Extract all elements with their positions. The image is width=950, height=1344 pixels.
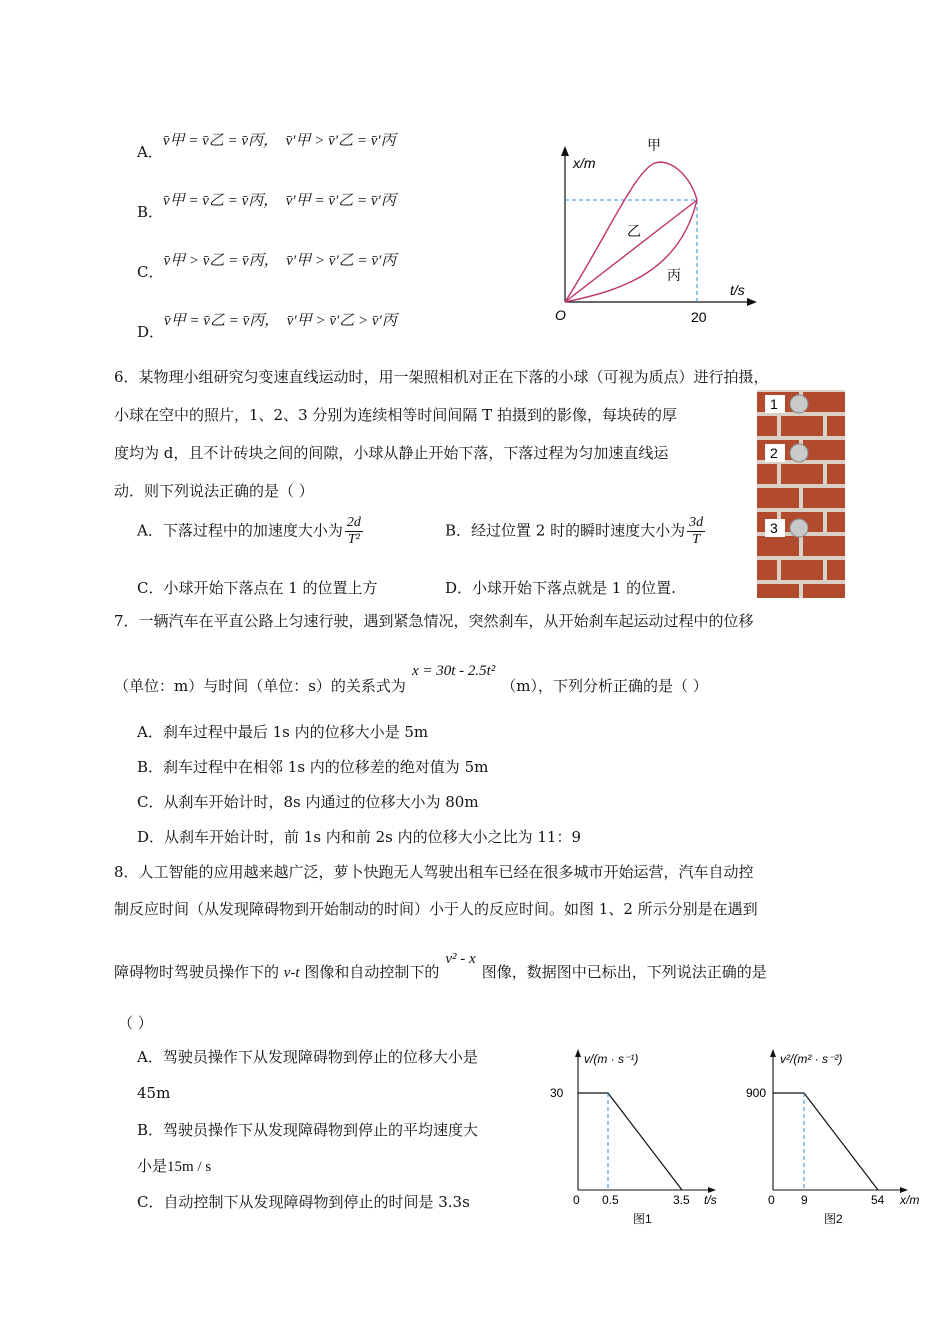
q7-option-c: C．从刹车开始计时，8s 内通过的位移大小为 80m (137, 793, 479, 811)
ball-1 (790, 395, 808, 413)
q8-fig1-vt-graph (540, 1045, 730, 1230)
q8-option-a-line2: 45m (137, 1084, 171, 1102)
x-axis-arrow (747, 298, 757, 306)
q5-option-d: D．v̄甲 = v̄乙 = v̄丙， v̄′甲 > v̄′乙 > v̄′丙 (137, 313, 397, 341)
q8-fig2-v2x-graph (740, 1045, 940, 1230)
q5-label-jia: 甲 (647, 137, 661, 153)
photo-label-2: 2 (770, 445, 778, 461)
q5-option-c-expr: v̄甲 > v̄乙 = v̄丙， v̄′甲 > v̄′乙 = v̄′丙 (163, 253, 397, 269)
q5-option-b-expr: v̄甲 = v̄乙 = v̄丙， v̄′甲 = v̄′乙 = v̄′丙 (163, 193, 396, 209)
q5-label-bing: 丙 (667, 267, 681, 283)
q7-option-a: A．刹车过程中最后 1s 内的位移大小是 5m (137, 723, 429, 741)
fig1-xtick-1: 0.5 (602, 1193, 619, 1207)
fig1-xtick-2: 3.5 (673, 1193, 690, 1207)
q8-line-4: （ ） (118, 1014, 153, 1032)
q5-label-yi: 乙 (627, 223, 641, 239)
q5-xlabel: t/s (730, 282, 745, 298)
fig2-xtick-2: 54 (871, 1193, 885, 1207)
q6-option-d: D．小球开始下落点就是 1 的位置. (445, 579, 676, 597)
fig1-caption: 图1 (633, 1212, 652, 1226)
q6-option-c: C．小球开始下落点在 1 的位置上方 (137, 579, 378, 597)
q5-ylabel: x/m (573, 155, 596, 171)
q6-option-a-fraction: $\frac{2d}{\text{T²}}$ (346, 515, 361, 547)
q5-option-b: B．v̄甲 = v̄乙 = v̄丙， v̄′甲 = v̄′乙 = v̄′丙 (137, 193, 396, 221)
q7-line-1: 7．一辆汽车在平直公路上匀速行驶，遇到紧急情况，突然刹车，从开始刹车起运动过程中的位移 (114, 612, 754, 630)
ball-3 (790, 519, 808, 537)
ball-2 (790, 444, 808, 462)
fig2-line (773, 1093, 878, 1190)
fig2-xlabel: x/m (900, 1193, 920, 1207)
q8-line-3: 障碍物时驾驶员操作下的 v-t 图像和自动控制下的v² - x图像，数据图中已标出，下列说法正确的是 (114, 951, 767, 981)
photo-label-1: 1 (770, 396, 778, 412)
q5-option-a-expr: v̄甲 = v̄乙 = v̄丙， v̄′甲 > v̄′乙 = v̄′丙 (162, 133, 396, 149)
q7-option-b: B．刹车过程中在相邻 1s 内的位移差的绝对值为 5m (137, 758, 489, 776)
q6-option-a: A．下落过程中的加速度大小为 $\frac{2d}{\text{T²}}$ (137, 515, 361, 547)
q6-option-b-fraction: $\frac{3d}{T}$ (689, 515, 704, 547)
q5-option-c: C．v̄甲 > v̄乙 = v̄丙， v̄′甲 > v̄′乙 = v̄′丙 (137, 253, 397, 281)
fig1-xlabel: t/s (704, 1193, 717, 1207)
q8-v2x-formula: v² - x (445, 951, 476, 967)
q6-line-4: 动．则下列说法正确的是（ ） (114, 482, 314, 500)
q7-formula: x = 30t - 2.5t² (411, 663, 496, 679)
fig1-ylabel: v/(m · s⁻¹) (584, 1052, 639, 1066)
q8-option-b-line2: 小是15m / s (137, 1157, 212, 1175)
q8-line-1: 8．人工智能的应用越来越广泛，萝卜快跑无人驾驶出租车已经在很多城市开始运营，汽车自动控 (114, 863, 754, 881)
q7-line-2: （单位：m）与时间（单位：s）的关系式为x = 30t - 2.5t²（m），下列分析正确的是（ ） (114, 663, 708, 695)
q5-option-a: A．v̄甲 = v̄乙 = v̄丙， v̄′甲 > v̄′乙 = v̄′丙 (137, 133, 396, 161)
q7-option-d: D．从刹车开始计时，前 1s 内和前 2s 内的位移大小之比为 11：9 (137, 828, 581, 846)
q5-xt-graph (545, 130, 770, 330)
fig2-origin: 0 (768, 1193, 775, 1207)
q8-option-c: C．自动控制下从发现障碍物到停止的时间是 3.3s (137, 1193, 470, 1211)
y-axis-arrow (561, 146, 569, 156)
q5-origin: O (555, 307, 566, 323)
fig1-line (578, 1093, 682, 1190)
q6-line-1: 6．某物理小组研究匀变速直线运动时，用一架照相机对正在下落的小球（可视为质点）进行拍摄， (114, 368, 769, 386)
photo-label-3: 3 (770, 520, 778, 536)
q8-option-b-line1: B．驾驶员操作下从发现障碍物到停止的平均速度大 (137, 1121, 479, 1139)
fig1-origin: 0 (573, 1193, 580, 1207)
q5-option-d-expr: v̄甲 = v̄乙 = v̄丙， v̄′甲 > v̄′乙 > v̄′丙 (164, 313, 397, 329)
q5-xtick: 20 (691, 309, 707, 325)
fig2-caption: 图2 (824, 1212, 843, 1226)
q6-line-2: 小球在空中的照片，1、2、3 分别为连续相等时间间隔 T 拍摄到的影像，每块砖的厚 (114, 406, 677, 424)
q8-option-a-line1: A．驾驶员操作下从发现障碍物到停止的位移大小是 (137, 1048, 478, 1066)
fig2-ylabel: v²/(m² · s⁻²) (780, 1052, 843, 1066)
fig2-xtick-1: 9 (801, 1193, 808, 1207)
q8-line-2: 制反应时间（从发现障碍物到开始制动的时间）小于人的反应时间。如图 1、2 所示分别是在遇到 (114, 900, 758, 918)
fig1-ytick: 30 (550, 1086, 564, 1100)
q6-line-3: 度均为 d，且不计砖块之间的间隙，小球从静止开始下落，下落过程为匀加速直线运 (114, 444, 669, 462)
fig2-ytick: 900 (746, 1086, 767, 1100)
line-yi (565, 200, 697, 302)
q6-brick-photo (757, 390, 845, 598)
q6-option-b: B．经过位置 2 时的瞬时速度大小为 $\frac{3d}{T}$ (445, 515, 704, 547)
